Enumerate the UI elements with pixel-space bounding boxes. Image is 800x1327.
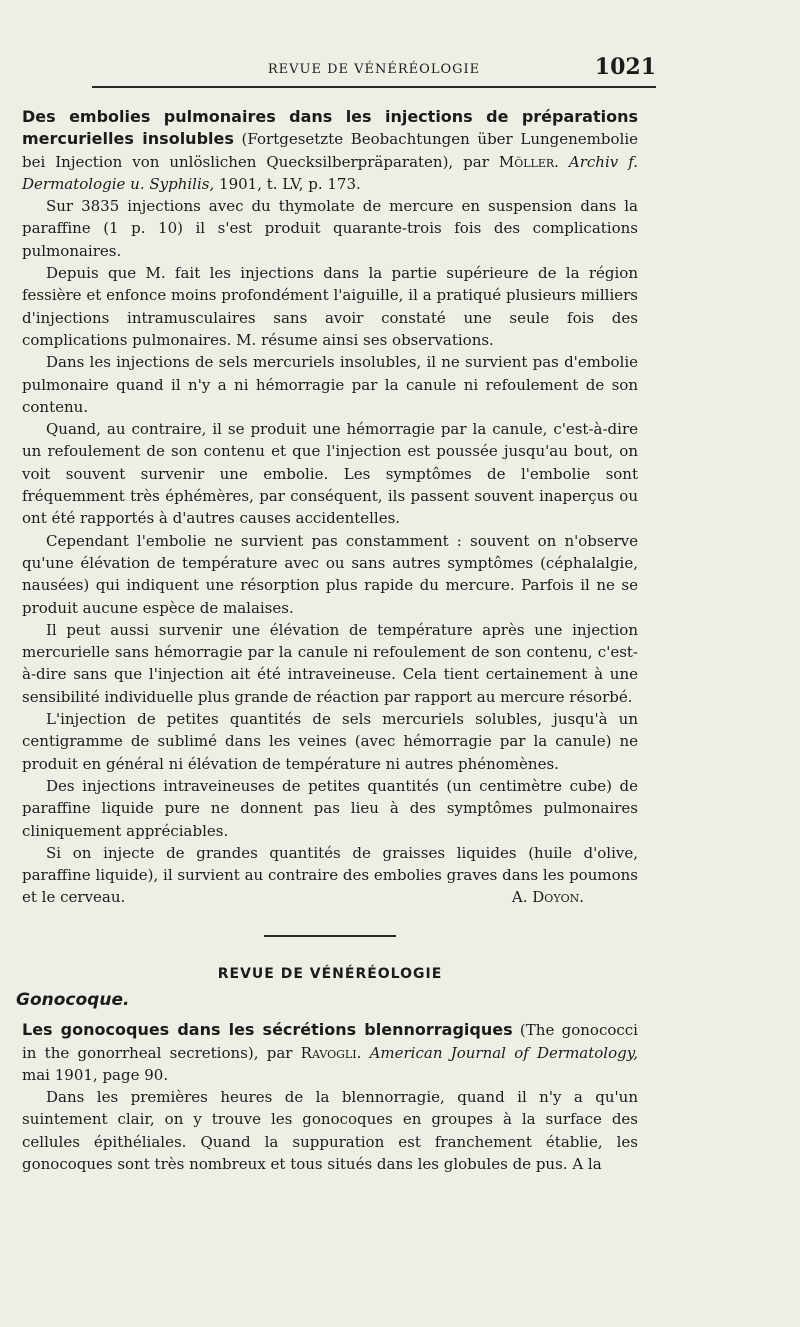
paragraph: Il peut aussi survenir une élévation de température après une injection mercurielle sans hémorragie par la canule ni refoulement de son contenu, c'est-à-dire sans que l'injection ait été intraveineuse. Cela tient certainement à une sensibilité individuelle plus grande de réaction par rapport au mercure résorbé. <box>22 620 638 706</box>
paragraph: Dans les injections de sels mercuriels insolubles, il ne survient pas d'embolie pulmonaire quand il n'y a ni hémorragie par la canule ni refoulement de son contenu. <box>22 353 638 416</box>
article-citation: (Fortgesetzte Beobachtungen über Lungenembolie bei Injection von unlöslichen Quecksilberpräparaten), par <box>22 130 638 171</box>
section-title: REVUE DE VÉNÉRÉOLOGIE <box>217 965 443 982</box>
citation-details: 1901, t. LV, p. 173. <box>219 174 361 193</box>
paragraph-text: Si on injecte de grandes quantités de graisses liquides (huile d'olive, paraffine liquide), il survient au contraire des embolies graves dans les poumons et le cerveau. <box>22 843 638 907</box>
paragraph: Sur 3835 injections avec du thymolate de mercure en suspension dans la paraffine (1 p. 10) il s'est produit quarante-trois fois des complications pulmonaires. <box>22 197 638 260</box>
article-title: Des embolies pulmonaires dans les injections de préparations mercurielles insolubles <box>22 107 638 149</box>
signature: A. Doyon. <box>511 888 584 907</box>
page-number: 1021 <box>594 54 656 80</box>
article-author: Möller <box>498 152 555 171</box>
article-author: Ravogli. <box>300 1043 362 1062</box>
paragraph: Des injections intraveineuses de petites quantités (un centimètre cube) de paraffine liquide pure ne donnent pas lieu à des symptômes pulmonaires cliniquement appréciables. <box>22 776 638 840</box>
article-title: Les gonocoques dans les sécrétions blennorragiques <box>22 1020 513 1040</box>
body-text <box>16 106 638 1175</box>
last-paragraph <box>22 842 638 909</box>
journal-name: American Journal of Dermatology, <box>369 1043 638 1062</box>
running-head <box>92 52 656 88</box>
article-heading <box>22 1019 638 1086</box>
citation-details: mai 1901, page 90. <box>22 1065 169 1084</box>
section-divider <box>264 935 396 937</box>
paragraph: Cependant l'embolie ne survient pas constamment : souvent on n'observe qu'une élévation de température avec ou sans autres symptômes (céphalalgie, nausées) qui indiquent une résorption plus rapide du mercure. Parfois il ne se produit aucune espèce de malaises. <box>22 531 638 617</box>
paragraph: Dans les premières heures de la blennorragie, quand il n'y a qu'un suintement clair, on y trouve les gonocoques en groupes à la surface des cellules épithéliales. Quand la suppuration est franchement établie, les gonocoques sont très nombreux et tous situés dans les globules de pus. A la <box>22 1088 638 1174</box>
article-heading: Des embolies pulmonaires dans les injections de préparations mercurielles insolubles (Fortgesetzte Beobachtungen über Lungenembolie bei Injection von unlöslichen Quecksilberpräparaten), par Möller. Archiv f. Dermatologie u. Syphilis, 1901, t. LV, p. 173. <box>22 107 638 193</box>
paragraph: Quand, au contraire, il se produit une hémorragie par la canule, c'est-à-dire un refoulement de son contenu et que l'injection est poussée jusqu'au bout, on voit souvent survenir une embolie. Les symptômes de l'embolie sont fréquemment très éphémères, par conséquent, ils passent souvent inaperçus ou ont été rapportés à d'autres causes accidentelles. <box>22 420 638 528</box>
running-title: REVUE DE VÉNÉRÉOLOGIE <box>267 62 481 77</box>
subsection-title: Gonocoque. <box>16 989 130 1010</box>
paragraph: Depuis que M. fait les injections dans la partie supérieure de la région fessière et enfonce moins profondément l'aiguille, il a pratiqué plusieurs milliers d'injections intramusculaires sans avoir constaté une seule fois des complications pulmonaires. M. résume ainsi ses observations. <box>22 264 638 349</box>
journal-name: Archiv f. Dermatologie u. Syphilis, <box>22 152 638 193</box>
paragraph: L'injection de petites quantités de sels mercuriels solubles, jusqu'à un centigramme de sublimé dans les veines (avec hémorragie par la canule) ne produit en général ni élévation de température ni autres phénomènes. <box>22 710 638 773</box>
article-citation: (The gonococci in the gonorrheal secretions), par <box>22 1021 638 1062</box>
